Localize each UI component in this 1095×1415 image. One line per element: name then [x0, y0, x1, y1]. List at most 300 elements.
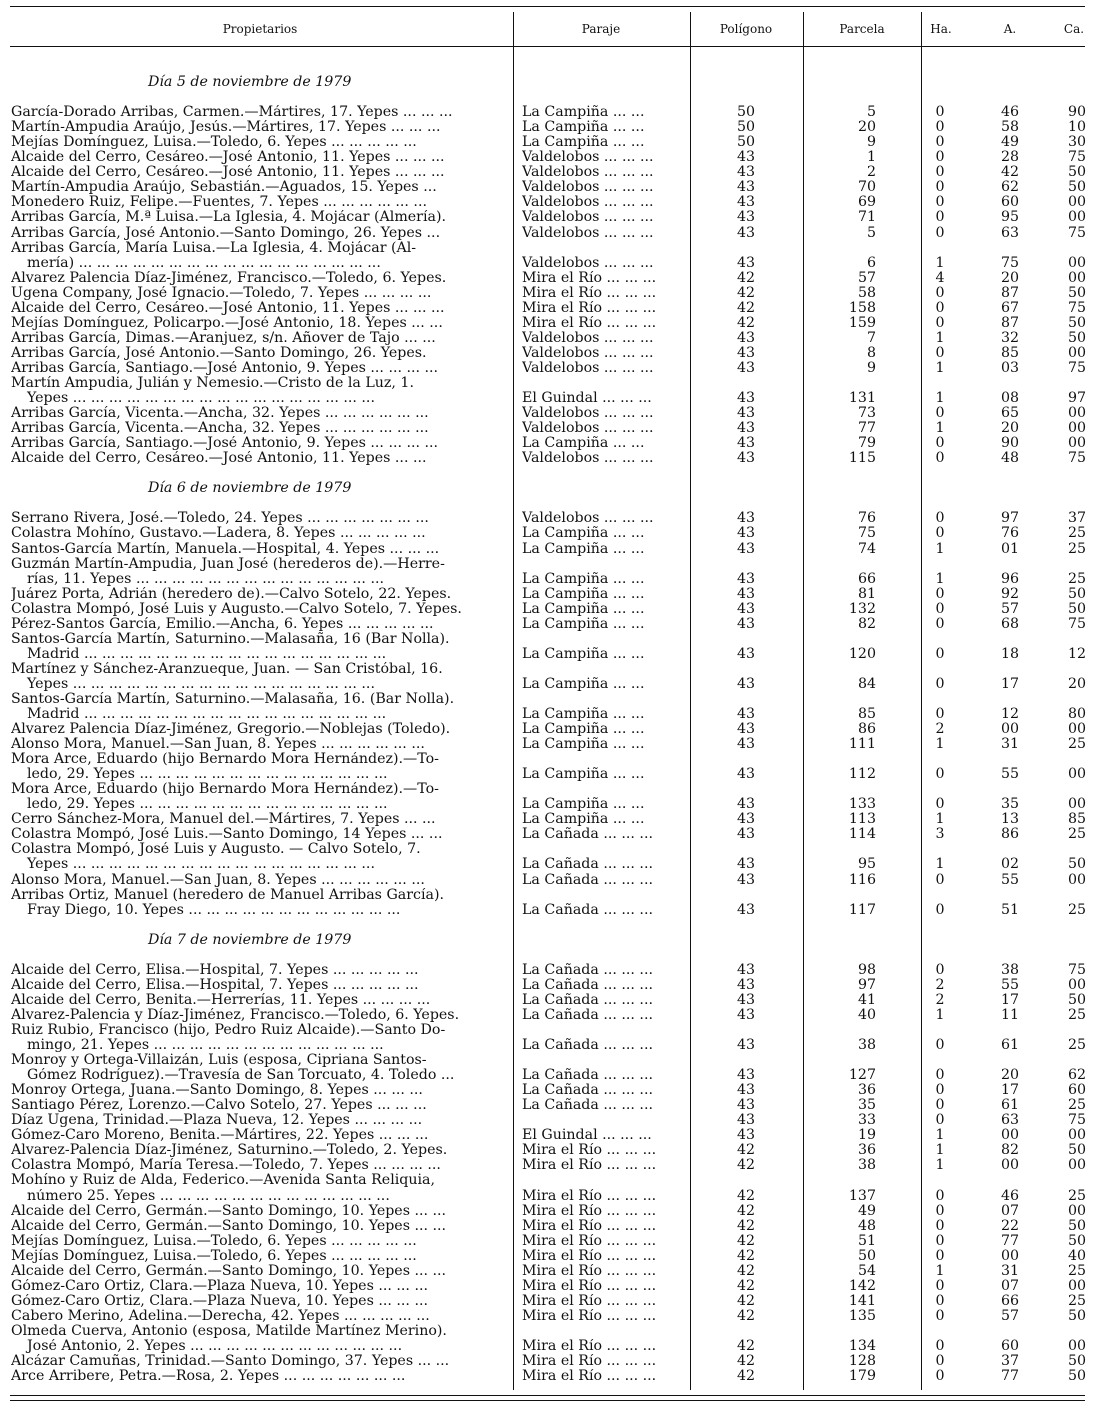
- owner-cell: Alcaide del Cerro, Elisa.—Hospital, 7. Yepes ... ... ... ... ...: [11, 977, 419, 993]
- parcela-cell: 132: [848, 601, 876, 617]
- ha-cell: 1: [935, 391, 945, 407]
- table-row: [0, 376, 1095, 391]
- owner-cell: Alcaide del Cerro, Germán.—Santo Domingo, 10. Yepes ... ...: [11, 1203, 447, 1219]
- ca-cell: 00: [1067, 421, 1086, 437]
- parcela-cell: 36: [857, 1083, 876, 1099]
- parcela-cell: 9: [866, 135, 876, 151]
- owner-cell: Guzmán Martín-Ampudia, Juan José (herederos de).—Herre-: [11, 556, 445, 572]
- parcela-cell: 137: [848, 1188, 876, 1204]
- ha-cell: 0: [935, 511, 945, 527]
- ha-cell: 0: [935, 105, 945, 121]
- ca-cell: 50: [1067, 330, 1086, 346]
- poligono-cell: 43: [736, 345, 756, 361]
- parcela-cell: 79: [857, 436, 876, 452]
- poligono-cell: 42: [736, 315, 756, 331]
- paraje-cell: Valdelobos ... ... ...: [522, 421, 654, 437]
- table-row: [0, 165, 1095, 180]
- parcela-cell: 131: [848, 391, 876, 407]
- ha-cell: 0: [935, 165, 945, 181]
- table-row: [0, 1219, 1095, 1234]
- a-cell: 68: [1000, 616, 1020, 632]
- poligono-cell: 43: [736, 737, 756, 753]
- parcela-cell: 38: [857, 1158, 876, 1174]
- parcela-cell: 81: [857, 586, 876, 602]
- ha-cell: 1: [935, 1007, 945, 1023]
- a-cell: 63: [1000, 1113, 1020, 1129]
- owner-cell: Mohíno y Ruiz de Alda, Federico.—Avenida Santa Reliquia,: [11, 1173, 435, 1189]
- ha-cell: 3: [935, 827, 945, 843]
- paraje-cell: Valdelobos ... ... ...: [522, 150, 654, 166]
- poligono-cell: 42: [736, 1338, 756, 1354]
- ca-cell: 00: [1067, 797, 1086, 813]
- a-cell: 55: [1000, 872, 1020, 888]
- owner-cell: Colastra Mohíno, Gustavo.—Ladera, 8. Yepes ... ... ... ... ...: [11, 526, 426, 542]
- paraje-cell: Mira el Río ... ... ...: [522, 1218, 657, 1234]
- a-cell: 35: [1000, 797, 1020, 813]
- table-row: [0, 1173, 1095, 1188]
- paraje-cell: La Campiña ... ...: [522, 797, 645, 813]
- parcela-cell: 41: [857, 992, 876, 1008]
- date-heading: Día 6 de noviembre de 1979: [148, 480, 352, 497]
- owner-cell: Cabero Merino, Adelina.—Derecha, 42. Yepes ... ... ... ... ...: [11, 1308, 430, 1324]
- ca-cell: 25: [1067, 1038, 1086, 1054]
- register-table-body: [0, 60, 1095, 1384]
- parcela-cell: 69: [857, 195, 876, 211]
- owner-cell: Gómez Rodríguez).—Travesía de San Torcuato, 4. Toledo ...: [27, 1068, 455, 1084]
- ha-cell: 0: [935, 1068, 945, 1084]
- ca-cell: 50: [1067, 165, 1086, 181]
- table-row: [0, 406, 1095, 421]
- paraje-cell: La Campiña ... ...: [522, 616, 645, 632]
- table-row: [0, 1053, 1095, 1068]
- a-cell: 07: [1000, 1278, 1020, 1294]
- table-row: [0, 1068, 1095, 1083]
- ca-cell: 00: [1067, 195, 1086, 211]
- parcela-cell: 120: [848, 646, 876, 662]
- ca-cell: 00: [1067, 345, 1086, 361]
- table-row: [0, 1249, 1095, 1264]
- table-row: [0, 105, 1095, 120]
- poligono-cell: 43: [736, 330, 756, 346]
- paraje-cell: Mira el Río ... ... ...: [522, 1188, 657, 1204]
- paraje-cell: Mira el Río ... ... ...: [522, 1278, 657, 1294]
- paraje-cell: Valdelobos ... ... ...: [522, 180, 654, 196]
- a-cell: 20: [1000, 1068, 1020, 1084]
- poligono-cell: 42: [736, 1293, 756, 1309]
- a-cell: 77: [1000, 1233, 1020, 1249]
- ha-cell: 0: [935, 526, 945, 542]
- owner-cell: Gómez-Caro Ortiz, Clara.—Plaza Nueva, 10. Yepes ... ... ...: [11, 1278, 428, 1294]
- a-cell: 22: [1000, 1218, 1020, 1234]
- ca-cell: 00: [1067, 1338, 1086, 1354]
- owner-cell: Mora Arce, Eduardo (hijo Bernardo Mora Hernández).—To-: [11, 752, 439, 768]
- a-cell: 82: [1000, 1143, 1020, 1159]
- paraje-cell: La Cañada ... ... ...: [522, 827, 653, 843]
- ca-cell: 25: [1067, 737, 1086, 753]
- ca-cell: 25: [1067, 902, 1086, 918]
- ha-cell: 1: [935, 1158, 945, 1174]
- owner-cell: mería) ... ... ... ... ... ... ... ... ... ... ... ... ... ... ... ... ...: [27, 255, 381, 271]
- parcela-cell: 74: [857, 541, 876, 557]
- ha-cell: 0: [935, 1278, 945, 1294]
- poligono-cell: 50: [736, 120, 756, 136]
- parcela-cell: 76: [857, 511, 876, 527]
- poligono-cell: 42: [736, 1263, 756, 1279]
- table-row: [0, 1128, 1095, 1143]
- paraje-cell: Valdelobos ... ... ...: [522, 511, 654, 527]
- table-row: [0, 436, 1095, 451]
- paraje-cell: La Campiña ... ...: [522, 722, 645, 738]
- owner-cell: Alcaide del Cerro, Cesáreo.—José Antonio, 11. Yepes ... ...: [11, 451, 427, 467]
- table-row: [0, 873, 1095, 888]
- table-row: [0, 677, 1095, 692]
- owner-cell: Alvarez-Palencia Díaz-Jiménez, Saturnino.—Toledo, 2. Yepes.: [11, 1143, 448, 1159]
- parcela-cell: 8: [866, 345, 876, 361]
- ha-cell: 1: [935, 812, 945, 828]
- a-cell: 20: [1000, 421, 1020, 437]
- owner-cell: Pérez-Santos García, Emilio.—Ancha, 6. Yepes ... ... ... ... ...: [11, 616, 434, 632]
- a-cell: 00: [1000, 1128, 1020, 1144]
- table-row: [0, 271, 1095, 286]
- poligono-cell: 43: [736, 451, 756, 467]
- table-row: [0, 316, 1095, 331]
- a-cell: 60: [1000, 1338, 1020, 1354]
- owner-cell: Martín-Ampudia Araújo, Jesús.—Mártires, 17. Yepes ... ... ...: [11, 120, 441, 136]
- parcela-cell: 127: [848, 1068, 876, 1084]
- ha-cell: 2: [935, 977, 945, 993]
- paraje-cell: La Cañada ... ... ...: [522, 857, 653, 873]
- poligono-cell: 42: [736, 270, 756, 286]
- paraje-cell: La Cañada ... ... ...: [522, 902, 653, 918]
- bottom-rule: [10, 1395, 1085, 1396]
- owner-cell: Monroy Ortega, Juana.—Santo Domingo, 8. Yepes ... ... ...: [11, 1083, 423, 1099]
- paraje-cell: Valdelobos ... ... ...: [522, 225, 654, 241]
- owner-cell: Cerro Sánchez-Mora, Manuel del.—Mártires, 7. Yepes ... ...: [11, 812, 436, 828]
- a-cell: 75: [1000, 255, 1020, 271]
- poligono-cell: 50: [736, 105, 756, 121]
- parcela-cell: 117: [848, 902, 876, 918]
- header-a: A.: [1003, 22, 1017, 36]
- table-row: [0, 602, 1095, 617]
- a-cell: 37: [1000, 1354, 1020, 1370]
- ca-cell: 00: [1067, 270, 1086, 286]
- owner-cell: Alcaide del Cerro, Elisa.—Hospital, 7. Yepes ... ... ... ... ...: [11, 962, 419, 978]
- paraje-cell: La Cañada ... ... ...: [522, 1007, 653, 1023]
- table-row: [0, 421, 1095, 436]
- owner-cell: Mora Arce, Eduardo (hijo Bernardo Mora Hernández).—To-: [11, 782, 439, 798]
- parcela-cell: 142: [848, 1278, 876, 1294]
- table-row: [0, 1324, 1095, 1339]
- owner-cell: Gómez-Caro Ortiz, Clara.—Plaza Nueva, 10. Yepes ... ... ...: [11, 1293, 428, 1309]
- table-row: [0, 391, 1095, 406]
- ca-cell: 25: [1067, 1007, 1086, 1023]
- a-cell: 97: [1000, 511, 1020, 527]
- bottom-rule-2: [10, 1400, 1085, 1401]
- ca-cell: 25: [1067, 541, 1086, 557]
- paraje-cell: La Cañada ... ... ...: [522, 1068, 653, 1084]
- paraje-cell: La Campiña ... ...: [522, 601, 645, 617]
- parcela-cell: 179: [848, 1369, 876, 1385]
- table-row: [0, 1113, 1095, 1128]
- poligono-cell: 43: [736, 722, 756, 738]
- poligono-cell: 42: [736, 1354, 756, 1370]
- ca-cell: 25: [1067, 1263, 1086, 1279]
- paraje-cell: Mira el Río ... ... ...: [522, 300, 657, 316]
- parcela-cell: 70: [857, 180, 876, 196]
- header-ca: Ca.: [1063, 22, 1085, 36]
- parcela-cell: 116: [848, 872, 876, 888]
- ha-cell: 0: [935, 1113, 945, 1129]
- poligono-cell: 43: [736, 1083, 756, 1099]
- parcela-cell: 113: [848, 812, 876, 828]
- ca-cell: 50: [1067, 1369, 1086, 1385]
- table-row: [0, 526, 1095, 541]
- table-row: [0, 331, 1095, 346]
- a-cell: 28: [1000, 150, 1020, 166]
- owner-cell: Arribas García, José Antonio.—Santo Domingo, 26. Yepes.: [11, 345, 427, 361]
- poligono-cell: 43: [736, 406, 756, 422]
- parcela-cell: 133: [848, 797, 876, 813]
- ca-cell: 37: [1067, 511, 1086, 527]
- parcela-cell: 98: [857, 962, 876, 978]
- paraje-cell: Mira el Río ... ... ...: [522, 1369, 657, 1385]
- poligono-cell: 43: [736, 812, 756, 828]
- paraje-cell: La Cañada ... ... ...: [522, 992, 653, 1008]
- poligono-cell: 43: [736, 616, 756, 632]
- a-cell: 96: [1000, 571, 1020, 587]
- owner-cell: Díaz Ugena, Trinidad.—Plaza Nueva, 12. Yepes ... ... ... ...: [11, 1113, 423, 1129]
- poligono-cell: 43: [736, 150, 756, 166]
- a-cell: 65: [1000, 406, 1020, 422]
- ca-cell: 00: [1067, 1158, 1086, 1174]
- owner-cell: Arribas García, Santiago.—José Antonio, 9. Yepes ... ... ... ...: [11, 436, 439, 452]
- ha-cell: 0: [935, 1369, 945, 1385]
- table-row: [0, 707, 1095, 722]
- row-spacer: [0, 918, 1095, 933]
- ha-cell: 2: [935, 992, 945, 1008]
- ca-cell: 60: [1067, 1083, 1086, 1099]
- table-row: [0, 632, 1095, 647]
- a-cell: 07: [1000, 1203, 1020, 1219]
- poligono-cell: 43: [736, 676, 756, 692]
- parcela-cell: 95: [857, 857, 876, 873]
- poligono-cell: 43: [736, 797, 756, 813]
- ca-cell: 25: [1067, 827, 1086, 843]
- table-row: [0, 1234, 1095, 1249]
- a-cell: 42: [1000, 165, 1020, 181]
- poligono-cell: 43: [736, 526, 756, 542]
- a-cell: 51: [1000, 902, 1020, 918]
- ca-cell: 00: [1067, 406, 1086, 422]
- poligono-cell: 42: [736, 300, 756, 316]
- ha-cell: 1: [935, 1143, 945, 1159]
- ca-cell: 75: [1067, 1113, 1086, 1129]
- header-ha: Ha.: [930, 22, 952, 36]
- table-row: [0, 978, 1095, 993]
- table-row: [0, 241, 1095, 256]
- paraje-cell: Mira el Río ... ... ...: [522, 1308, 657, 1324]
- owner-cell: Arribas García, José Antonio.—Santo Domingo, 26. Yepes ...: [11, 225, 441, 241]
- paraje-cell: Mira el Río ... ... ...: [522, 270, 657, 286]
- parcela-cell: 75: [857, 526, 876, 542]
- ca-cell: 00: [1067, 255, 1086, 271]
- owner-cell: Colastra Mompó, José Luis y Augusto. — Calvo Sotelo, 7.: [11, 842, 421, 858]
- owner-cell: Mejías Domínguez, Luisa.—Toledo, 6. Yepes ... ... ... ... ...: [11, 1233, 417, 1249]
- ha-cell: 0: [935, 1218, 945, 1234]
- parcela-cell: 73: [857, 406, 876, 422]
- table-row: [0, 1098, 1095, 1113]
- poligono-cell: 42: [736, 1143, 756, 1159]
- ha-cell: 0: [935, 345, 945, 361]
- poligono-cell: 50: [736, 135, 756, 151]
- poligono-cell: 43: [736, 767, 756, 783]
- owner-cell: Serrano Rivera, José.—Toledo, 24. Yepes ... ... ... ... ... ... ...: [11, 511, 429, 527]
- poligono-cell: 42: [736, 1158, 756, 1174]
- poligono-cell: 43: [736, 1038, 756, 1054]
- poligono-cell: 42: [736, 1369, 756, 1385]
- ha-cell: 4: [935, 270, 945, 286]
- ha-cell: 0: [935, 676, 945, 692]
- ha-cell: 0: [935, 406, 945, 422]
- ca-cell: 12: [1067, 646, 1086, 662]
- owner-cell: mingo, 21. Yepes ... ... ... ... ... ... ... ... ... ... ... ... ...: [27, 1038, 384, 1054]
- parcela-cell: 5: [866, 105, 876, 121]
- owner-cell: Olmeda Cuerva, Antonio (esposa, Matilde Martínez Merino).: [11, 1323, 447, 1339]
- parcela-cell: 159: [848, 315, 876, 331]
- paraje-cell: La Cañada ... ... ...: [522, 962, 653, 978]
- owner-cell: Mejías Domínguez, Luisa.—Toledo, 6. Yepes ... ... ... ... ...: [11, 135, 417, 151]
- parcela-cell: 33: [857, 1113, 876, 1129]
- poligono-cell: 43: [736, 255, 756, 271]
- poligono-cell: 43: [736, 1113, 756, 1129]
- table-row: [0, 557, 1095, 572]
- ha-cell: 0: [935, 1233, 945, 1249]
- parcela-cell: 85: [857, 707, 876, 723]
- a-cell: 18: [1000, 646, 1020, 662]
- owner-cell: Martín-Ampudia Araújo, Sebastián.—Aguados, 15. Yepes ...: [11, 180, 437, 196]
- ca-cell: 97: [1067, 391, 1086, 407]
- owner-cell: Gómez-Caro Moreno, Benita.—Mártires, 22. Yepes ... ... ...: [11, 1128, 429, 1144]
- paraje-cell: La Campiña ... ...: [522, 135, 645, 151]
- poligono-cell: 43: [736, 601, 756, 617]
- paraje-cell: La Cañada ... ... ...: [522, 1038, 653, 1054]
- ha-cell: 0: [935, 616, 945, 632]
- top-rule: [10, 6, 1085, 7]
- parcela-cell: 36: [857, 1143, 876, 1159]
- table-row: [0, 572, 1095, 587]
- ca-cell: 50: [1067, 1218, 1086, 1234]
- paraje-cell: La Cañada ... ... ...: [522, 1098, 653, 1114]
- a-cell: 87: [1000, 285, 1020, 301]
- owner-cell: Alcaide del Cerro, Cesáreo.—José Antonio, 11. Yepes ... ... ...: [11, 300, 445, 316]
- poligono-cell: 43: [736, 1098, 756, 1114]
- parcela-cell: 86: [857, 722, 876, 738]
- owner-cell: Alonso Mora, Manuel.—San Juan, 8. Yepes ... ... ... ... ... ...: [11, 872, 425, 888]
- poligono-cell: 43: [736, 360, 756, 376]
- paraje-cell: La Campiña ... ...: [522, 541, 645, 557]
- paraje-cell: Mira el Río ... ... ...: [522, 1263, 657, 1279]
- a-cell: 62: [1000, 180, 1020, 196]
- owner-cell: Madrid ... ... ... ... ... ... ... ... ... ... ... ... ... ... ... ... ...: [27, 646, 387, 662]
- parcela-cell: 1: [866, 150, 876, 166]
- parcela-cell: 66: [857, 571, 876, 587]
- poligono-cell: 43: [736, 902, 756, 918]
- paraje-cell: Mira el Río ... ... ...: [522, 285, 657, 301]
- paraje-cell: Valdelobos ... ... ...: [522, 330, 654, 346]
- ha-cell: 0: [935, 646, 945, 662]
- ca-cell: 00: [1067, 436, 1086, 452]
- parcela-cell: 50: [857, 1248, 876, 1264]
- owner-cell: Santos-García Martín, Saturnino.—Malasaña, 16. (Bar Nolla).: [11, 691, 455, 707]
- owner-cell: Juárez Porta, Adrián (heredero de).—Calvo Sotelo, 22. Yepes.: [11, 586, 452, 602]
- table-row: [0, 993, 1095, 1008]
- poligono-cell: 43: [736, 872, 756, 888]
- header-parcela: Parcela: [839, 22, 885, 36]
- parcela-cell: 5: [866, 225, 876, 241]
- parcela-cell: 82: [857, 616, 876, 632]
- ca-cell: 00: [1067, 767, 1086, 783]
- poligono-cell: 43: [736, 165, 756, 181]
- owner-cell: Arribas García, Dimas.—Aranjuez, s/n. Añover de Tajo ... ...: [11, 330, 436, 346]
- ha-cell: 0: [935, 135, 945, 151]
- table-row: [0, 210, 1095, 225]
- owner-cell: Mejías Domínguez, Policarpo.—José Antonio, 18. Yepes ... ...: [11, 315, 443, 331]
- ha-cell: 0: [935, 1293, 945, 1309]
- ha-cell: 0: [935, 225, 945, 241]
- ca-cell: 10: [1067, 120, 1086, 136]
- table-row: [0, 180, 1095, 195]
- owner-cell: número 25. Yepes ... ... ... ... ... ... ... ... ... ... ... ... ...: [27, 1188, 390, 1204]
- ca-cell: 75: [1067, 225, 1086, 241]
- a-cell: 08: [1000, 391, 1020, 407]
- paraje-cell: La Campiña ... ...: [522, 526, 645, 542]
- ha-cell: 1: [935, 330, 945, 346]
- table-row: [0, 1279, 1095, 1294]
- paraje-cell: La Campiña ... ...: [522, 436, 645, 452]
- parcela-cell: 20: [857, 120, 876, 136]
- table-row: [0, 542, 1095, 557]
- ca-cell: 50: [1067, 601, 1086, 617]
- owner-cell: Arribas García, Vicenta.—Ancha, 32. Yepes ... ... ... ... ... ...: [11, 421, 429, 437]
- parcela-cell: 158: [848, 300, 876, 316]
- paraje-cell: El Guindal ... ... ...: [522, 391, 652, 407]
- table-row: [0, 256, 1095, 271]
- poligono-cell: 43: [736, 707, 756, 723]
- a-cell: 17: [1000, 676, 1020, 692]
- a-cell: 90: [1000, 436, 1020, 452]
- a-cell: 17: [1000, 1083, 1020, 1099]
- poligono-cell: 42: [736, 1218, 756, 1234]
- ca-cell: 25: [1067, 1188, 1086, 1204]
- poligono-cell: 43: [736, 436, 756, 452]
- table-row: [0, 1158, 1095, 1173]
- a-cell: 76: [1000, 526, 1020, 542]
- ha-cell: 0: [935, 451, 945, 467]
- date-heading: Día 7 de noviembre de 1979: [148, 931, 352, 948]
- ca-cell: 50: [1067, 1308, 1086, 1324]
- poligono-cell: 43: [736, 571, 756, 587]
- parcela-cell: 71: [857, 210, 876, 226]
- a-cell: 61: [1000, 1098, 1020, 1114]
- table-row: [0, 903, 1095, 918]
- table-row: [0, 1369, 1095, 1384]
- parcela-cell: 111: [848, 737, 876, 753]
- owner-cell: Yepes ... ... ... ... ... ... ... ... ... ... ... ... ... ... ... ... ...: [27, 391, 375, 407]
- owner-cell: Arribas García, M.ª Luisa.—La Iglesia, 4. Mojácar (Almería).: [11, 210, 446, 226]
- paraje-cell: La Cañada ... ... ...: [522, 872, 653, 888]
- owner-cell: Martínez y Sánchez-Aranzueque, Juan. — San Cristóbal, 16.: [11, 661, 443, 677]
- ca-cell: 75: [1067, 300, 1086, 316]
